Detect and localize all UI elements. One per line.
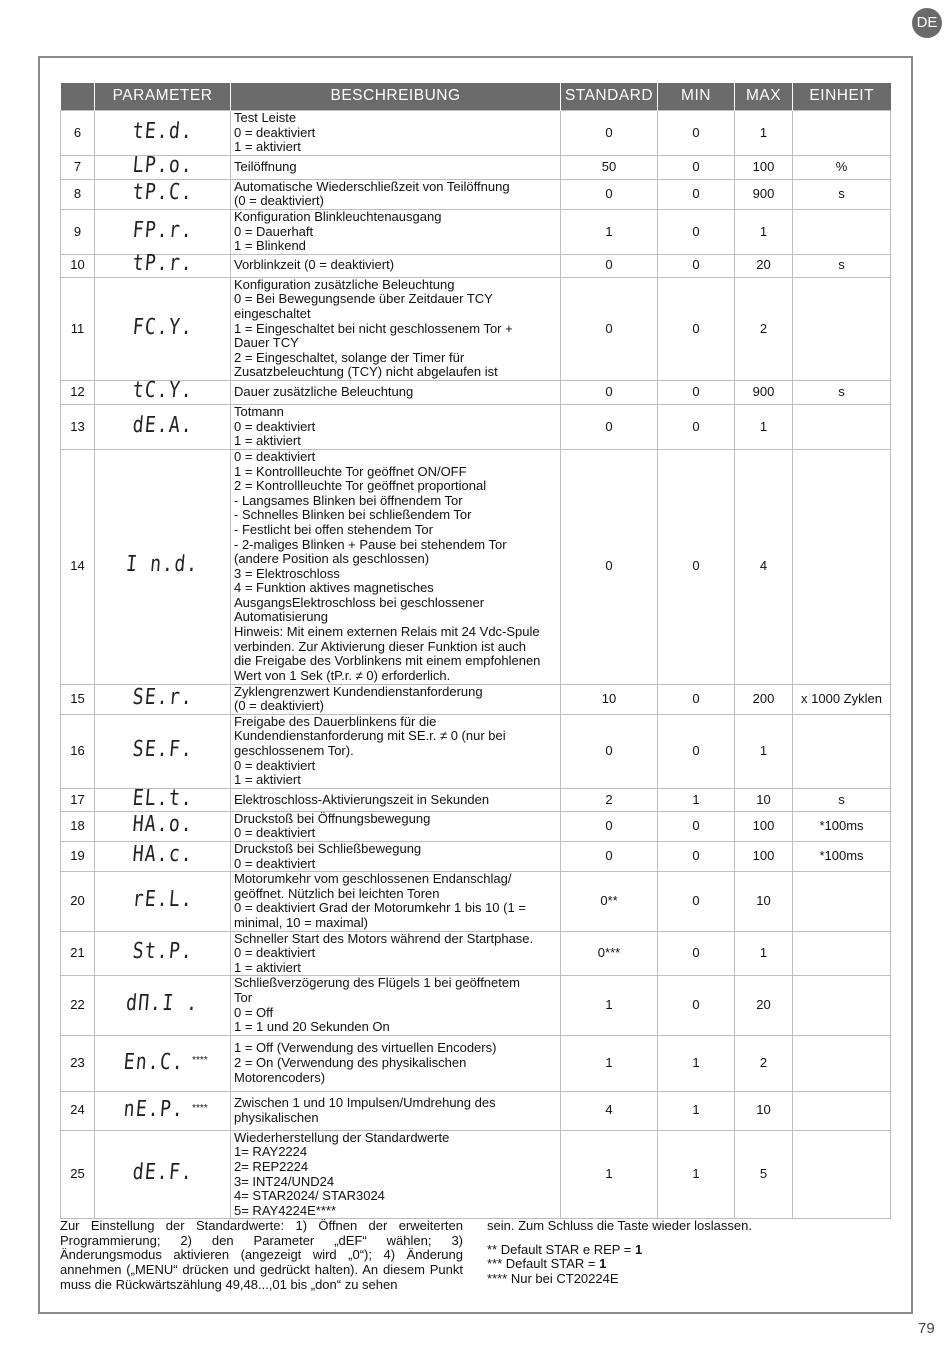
max-value: 2 <box>735 1035 793 1091</box>
display-code: En.C. <box>122 1049 186 1075</box>
parameter-code <box>95 714 231 788</box>
unit-value <box>793 209 891 254</box>
min-value: 0 <box>658 380 735 404</box>
description-line: Test Leiste <box>234 110 297 125</box>
description-line: 3 = Elektroschloss <box>234 565 340 581</box>
header-max: MAX <box>735 83 793 111</box>
description-line: 0 = Bei Bewegungsende über Zeitdauer TCY <box>234 291 493 307</box>
standard-value: 0 <box>561 404 658 449</box>
description-line: Motorumkehr vom geschlossenen Endanschlag/ <box>234 871 512 887</box>
description <box>231 684 561 714</box>
display-code: dE.F. <box>131 1160 194 1186</box>
description-line: Tor <box>234 989 253 1005</box>
standard-value: 0 <box>561 277 658 380</box>
header-parameter: PARAMETER <box>95 83 231 111</box>
row-number: 16 <box>61 714 95 788</box>
description-line: Zyklengrenzwert Kundendienstanforderung <box>234 683 483 699</box>
min-value: 0 <box>658 404 735 449</box>
display-code: SE.r. <box>131 684 194 710</box>
display-code: nE.P. <box>122 1097 186 1123</box>
description-line: 1 = aktiviert <box>234 959 301 975</box>
description-line: Automatisierung <box>234 609 328 625</box>
max-value: 1 <box>735 404 793 449</box>
parameter-code <box>95 684 231 714</box>
row-number: 14 <box>61 449 95 684</box>
min-value: 1 <box>658 788 735 811</box>
max-value: 900 <box>735 179 793 209</box>
unit-value <box>793 976 891 1035</box>
standard-value: 0 <box>561 111 658 156</box>
description-line: 4= STAR2024/ STAR3024 <box>234 1188 385 1204</box>
max-value: 10 <box>735 788 793 811</box>
language-badge: DE <box>912 8 942 38</box>
row-number: 10 <box>61 254 95 277</box>
description <box>231 277 561 380</box>
row-number: 22 <box>61 976 95 1035</box>
row-number: 9 <box>61 209 95 254</box>
max-value: 1 <box>735 714 793 788</box>
description-line: eingeschaltet <box>234 305 311 321</box>
description-line: - 2-maliges Blinken + Pause bei stehendem Tor <box>234 536 507 552</box>
footnote-marker: **** <box>192 1102 208 1114</box>
row-number: 6 <box>61 111 95 156</box>
description <box>231 254 561 277</box>
parameter-code <box>95 179 231 209</box>
description <box>231 714 561 788</box>
parameter-code <box>95 976 231 1035</box>
description-line: Dauer zusätzliche Beleuchtung <box>234 384 414 400</box>
description-line: Konfiguration zusätzliche Beleuchtung <box>234 276 455 292</box>
row-number: 20 <box>61 872 95 931</box>
description-line: Wert von 1 Sek (tP.r. ≠ 0) erforderlich. <box>234 667 451 683</box>
parameter-code <box>95 1130 231 1219</box>
unit-value: s <box>793 380 891 404</box>
min-value: 0 <box>658 714 735 788</box>
standard-value: 0*** <box>561 931 658 976</box>
description-line: 1 = Off (Verwendung des virtuellen Encoders) <box>234 1040 497 1056</box>
footnote-marker: **** <box>192 1055 208 1067</box>
description-line: 5= RAY4224E**** <box>234 1202 337 1218</box>
row-number: 19 <box>61 842 95 872</box>
standard-value: 0 <box>561 449 658 684</box>
description <box>231 976 561 1035</box>
table-row <box>61 976 891 1035</box>
description <box>231 1130 561 1219</box>
description-line: - Festlicht bei offen stehendem Tor <box>234 521 433 537</box>
row-number: 8 <box>61 179 95 209</box>
table-row <box>61 111 891 156</box>
description <box>231 179 561 209</box>
table-row <box>61 1091 891 1130</box>
row-number: 25 <box>61 1130 95 1219</box>
max-value: 200 <box>735 684 793 714</box>
table-row <box>61 842 891 872</box>
standard-value: 0 <box>561 254 658 277</box>
table-row <box>61 404 891 449</box>
description-line: 0 = deaktiviert <box>234 448 316 464</box>
display-code: tE.d. <box>131 118 194 144</box>
description-line: - Schnelles Blinken bei schließendem Tor <box>234 507 472 523</box>
display-code: rE.L. <box>131 887 194 913</box>
min-value: 0 <box>658 872 735 931</box>
max-value: 5 <box>735 1130 793 1219</box>
table-row <box>61 872 891 931</box>
parameter-code <box>95 449 231 684</box>
description-line: 4 = Funktion aktives magnetisches <box>234 580 434 596</box>
description-line: 1 = Kontrollleuchte Tor geöffnet ON/OFF <box>234 463 467 479</box>
standard-value: 0 <box>561 842 658 872</box>
header-standard: STANDARD <box>561 83 658 111</box>
table-row <box>61 811 891 841</box>
standard-value: 1 <box>561 209 658 254</box>
unit-value <box>793 449 891 684</box>
display-code: FC.Y. <box>131 314 194 340</box>
row-number: 12 <box>61 380 95 404</box>
description-line: (0 = deaktiviert) <box>234 193 324 209</box>
row-number: 24 <box>61 1091 95 1130</box>
display-code: I n.d. <box>125 552 200 578</box>
description-line: die Freigabe des Vorblinkens mit einem empfohlenen <box>234 653 541 669</box>
table-row <box>61 684 891 714</box>
display-code: dΠ.I . <box>125 991 200 1017</box>
header-beschreibung: BESCHREIBUNG <box>231 83 561 111</box>
description-line: (andere Position als geschlossen) <box>234 551 430 567</box>
description-line: 0 = deaktiviert <box>234 855 316 871</box>
standard-value: 0 <box>561 714 658 788</box>
max-value: 1 <box>735 111 793 156</box>
description-line: Schneller Start des Motors während der Startphase. <box>234 930 534 946</box>
description-line: Teilöffnung <box>234 158 297 174</box>
description-line: (0 = deaktiviert) <box>234 698 324 714</box>
table-row <box>61 1035 891 1091</box>
min-value: 0 <box>658 811 735 841</box>
footnote-text: *** Default STAR = <box>487 1256 600 1272</box>
display-code: LP.o. <box>131 152 194 178</box>
standard-value: 0 <box>561 380 658 404</box>
description-line: 0 = deaktiviert <box>234 418 316 434</box>
parameter-code <box>95 1091 231 1130</box>
description <box>231 111 561 156</box>
description-line: Druckstoß bei Schließbewegung <box>234 841 422 857</box>
unit-value: *100ms <box>793 811 891 841</box>
description <box>231 404 561 449</box>
standard-value: 1 <box>561 976 658 1035</box>
description-line: 0 = Off <box>234 1004 274 1020</box>
parameter-code <box>95 842 231 872</box>
description-line: 1 = aktiviert <box>234 772 301 788</box>
row-number: 11 <box>61 277 95 380</box>
min-value: 0 <box>658 155 735 179</box>
table-row <box>61 714 891 788</box>
description-line: 0 = deaktiviert <box>234 757 316 773</box>
min-value: 1 <box>658 1091 735 1130</box>
footnotes-list <box>487 1243 887 1287</box>
max-value: 20 <box>735 254 793 277</box>
min-value: 0 <box>658 449 735 684</box>
standard-value: 10 <box>561 684 658 714</box>
min-value: 0 <box>658 842 735 872</box>
unit-value <box>793 404 891 449</box>
description-line: 1 = Eingeschaltet bei nicht geschlossenem Tor + <box>234 320 513 336</box>
description-line: Kundendienstanforderung mit SE.r. ≠ 0 (nur bei <box>234 728 506 744</box>
description-line: Konfiguration Blinkleuchtenausgang <box>234 208 442 224</box>
footer-notes <box>487 1219 887 1287</box>
max-value: 1 <box>735 209 793 254</box>
header-einheit: EINHEIT <box>793 83 891 111</box>
description <box>231 931 561 976</box>
parameter-code <box>95 277 231 380</box>
min-value: 0 <box>658 684 735 714</box>
description-line: Dauer TCY <box>234 335 299 351</box>
description-line: 0 = deaktiviert <box>234 825 316 841</box>
row-number: 15 <box>61 684 95 714</box>
table-row <box>61 449 891 684</box>
unit-value: *100ms <box>793 842 891 872</box>
description-line: 2 = On (Verwendung des physikalischen <box>234 1054 467 1070</box>
description-line: Totmann <box>234 403 284 419</box>
footnote <box>487 1243 887 1258</box>
standard-value: 1 <box>561 1130 658 1219</box>
header-num <box>61 83 95 111</box>
description <box>231 380 561 404</box>
footnote-value: 1 <box>635 1241 643 1257</box>
description-line: geöffnet. Nützlich bei leichten Toren <box>234 885 440 901</box>
parameter-code <box>95 209 231 254</box>
description-line: Freigabe des Dauerblinkens für die <box>234 713 437 729</box>
parameter-code <box>95 931 231 976</box>
description <box>231 209 561 254</box>
max-value: 100 <box>735 842 793 872</box>
description-line: Wiederherstellung der Standardwerte <box>234 1129 450 1145</box>
unit-value: s <box>793 788 891 811</box>
footer-continuation: sein. Zum Schluss die Taste wieder loslassen. <box>487 1218 752 1233</box>
parameter-code <box>95 152 231 179</box>
description-line: 2 = Eingeschaltet, solange der Timer für <box>234 349 465 365</box>
row-number: 17 <box>61 788 95 811</box>
unit-value: s <box>793 179 891 209</box>
display-code: HA.o. <box>131 812 194 838</box>
min-value: 0 <box>658 179 735 209</box>
description-line: 0 = deaktiviert <box>234 124 316 140</box>
description-line: Zwischen 1 und 10 Impulsen/Umdrehung des <box>234 1095 496 1111</box>
min-value: 0 <box>658 209 735 254</box>
description-line: 2 = Kontrollleuchte Tor geöffnet proportional <box>234 478 487 494</box>
row-number: 7 <box>61 155 95 179</box>
standard-value: 2 <box>561 788 658 811</box>
parameter-code <box>95 380 231 404</box>
min-value: 0 <box>658 277 735 380</box>
description-line: 0 = deaktiviert Grad der Motorumkehr 1 bis 10 (1 = <box>234 900 526 916</box>
description-line: 0 = deaktiviert <box>234 945 316 961</box>
display-code: FP.r. <box>131 217 194 243</box>
min-value: 1 <box>658 1035 735 1091</box>
footnote <box>487 1272 887 1287</box>
parameter-code <box>95 785 231 811</box>
header-min: MIN <box>658 83 735 111</box>
display-code: tP.C. <box>131 180 194 206</box>
max-value: 1 <box>735 931 793 976</box>
description-line: AusgangsElektroschloss bei geschlossener <box>234 594 485 610</box>
description <box>231 1091 561 1130</box>
unit-value: s <box>793 254 891 277</box>
row-number: 18 <box>61 811 95 841</box>
footnote-text: **** Nur bei CT20224E <box>487 1271 619 1287</box>
description-line: Zusatzbeleuchtung (TCY) nicht abgelaufen ist <box>234 364 498 380</box>
table-row <box>61 277 891 380</box>
description-line: Schließverzögerung des Flügels 1 bei geöffnetem <box>234 975 520 991</box>
unit-value <box>793 872 891 931</box>
parameter-code <box>95 251 231 277</box>
table-row <box>61 931 891 976</box>
description <box>231 1035 561 1091</box>
display-code: SE.F. <box>131 737 194 763</box>
parameter-table <box>60 83 891 1219</box>
unit-value <box>793 1091 891 1130</box>
standard-value: 1 <box>561 1035 658 1091</box>
description-line: minimal, 10 = maximal) <box>234 915 369 930</box>
parameter-code <box>95 111 231 156</box>
min-value: 0 <box>658 931 735 976</box>
table-row <box>61 788 891 811</box>
display-code: dE.A. <box>131 412 194 438</box>
description-line: - Langsames Blinken bei öffnendem Tor <box>234 492 463 508</box>
description-line: Motorencoders) <box>234 1069 326 1085</box>
table-row <box>61 209 891 254</box>
parameter-code <box>95 872 231 931</box>
display-code: St.P. <box>131 939 194 965</box>
description-line: Druckstoß bei Öffnungsbewegung <box>234 810 431 826</box>
description <box>231 842 561 872</box>
description-line: Vorblinkzeit (0 = deaktiviert) <box>234 257 395 273</box>
parameter-code <box>95 404 231 449</box>
description-line: 1= RAY2224 <box>234 1144 308 1160</box>
table-body <box>61 111 891 1219</box>
description-line: 3= INT24/UND24 <box>234 1173 335 1189</box>
max-value: 900 <box>735 380 793 404</box>
unit-value <box>793 714 891 788</box>
display-code: EL.t. <box>131 785 194 811</box>
min-value: 0 <box>658 111 735 156</box>
description-line: 0 = Dauerhaft <box>234 223 314 239</box>
footnote-value: 1 <box>599 1256 607 1272</box>
table-row <box>61 179 891 209</box>
description-line: 1 = aktiviert <box>234 433 301 449</box>
unit-value <box>793 1130 891 1219</box>
max-value: 100 <box>735 155 793 179</box>
description-line: Hinweis: Mit einem externen Relais mit 24 Vdc-Spule <box>234 624 540 640</box>
unit-value: x 1000 Zyklen <box>793 684 891 714</box>
max-value: 100 <box>735 811 793 841</box>
description <box>231 449 561 684</box>
max-value: 10 <box>735 872 793 931</box>
standard-value: 0** <box>561 872 658 931</box>
description-line: Elektroschloss-Aktivierungszeit in Sekunden <box>234 791 490 807</box>
standard-value: 50 <box>561 155 658 179</box>
display-code: HA.c. <box>131 842 194 868</box>
description-line: 1 = 1 und 20 Sekunden On <box>234 1019 390 1035</box>
footnote <box>487 1257 887 1272</box>
standard-value: 0 <box>561 179 658 209</box>
description-line: geschlossenem Tor). <box>234 743 354 759</box>
table-row <box>61 380 891 404</box>
max-value: 4 <box>735 449 793 684</box>
row-number: 13 <box>61 404 95 449</box>
unit-value <box>793 277 891 380</box>
standard-value: 4 <box>561 1091 658 1130</box>
table-row <box>61 1130 891 1219</box>
display-code: tC.Y. <box>131 378 194 404</box>
table-header-row <box>61 83 891 111</box>
footer-instructions: Zur Einstellung der Standardwerte: 1) Öffnen der erweiterten Programmierung; 2) den Parameter „dEF“ wählen; 3) Änderungsmodus aktivieren (angezeigt wird „0“); 4) Änderung annehmen („MENU“ drücken und gedrückt halten). An diesem Punkt muss die Rückwärtszählung 49,48...,01 bis „don“ zu sehen <box>60 1218 463 1292</box>
parameter-code <box>95 1035 231 1091</box>
footnote-text: ** Default STAR e REP = <box>487 1241 636 1257</box>
parameter-code <box>95 811 231 841</box>
standard-value: 0 <box>561 811 658 841</box>
unit-value <box>793 931 891 976</box>
min-value: 0 <box>658 976 735 1035</box>
description-line: physikalischen <box>234 1109 319 1125</box>
min-value: 0 <box>658 254 735 277</box>
unit-value <box>793 111 891 156</box>
description-line: 1 = Blinkend <box>234 238 306 254</box>
description <box>231 155 561 179</box>
description-line: Automatische Wiederschließzeit von Teilöffnung <box>234 178 510 194</box>
description <box>231 811 561 841</box>
description-line: 1 = aktiviert <box>234 139 301 155</box>
table-row <box>61 254 891 277</box>
row-number: 23 <box>61 1035 95 1091</box>
table-row <box>61 155 891 179</box>
display-code: tP.r. <box>131 251 194 277</box>
description <box>231 788 561 811</box>
max-value: 20 <box>735 976 793 1035</box>
max-value: 10 <box>735 1091 793 1130</box>
description <box>231 872 561 931</box>
page-number: 79 <box>918 1320 935 1337</box>
min-value: 1 <box>658 1130 735 1219</box>
max-value: 2 <box>735 277 793 380</box>
unit-value: % <box>793 155 891 179</box>
description-line: 2= REP2224 <box>234 1158 309 1174</box>
row-number: 21 <box>61 931 95 976</box>
description-line: verbinden. Zur Aktivierung dieser Funktion ist auch <box>234 638 526 654</box>
unit-value <box>793 1035 891 1091</box>
